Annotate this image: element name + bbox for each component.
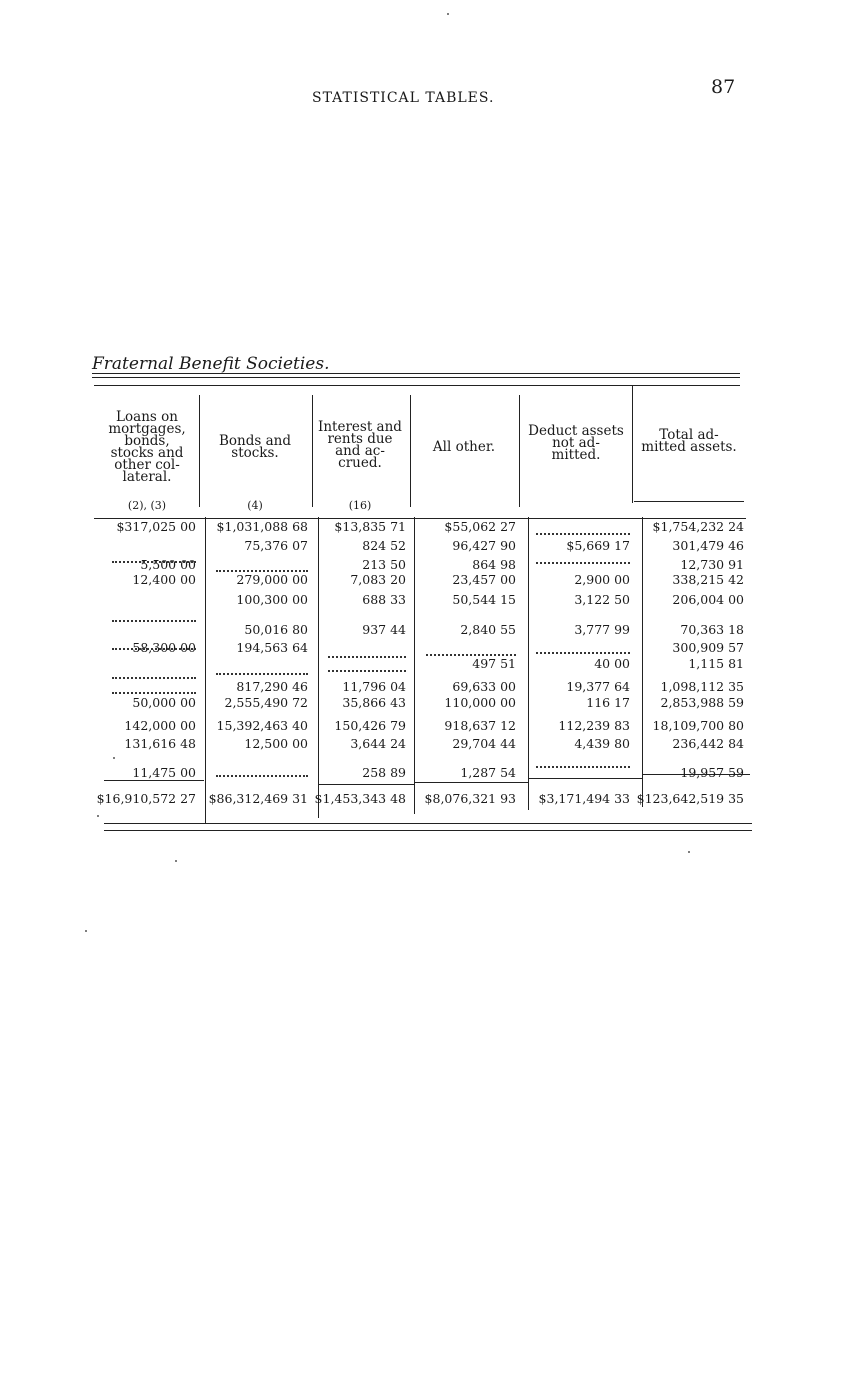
total-cell: $123,642,519 35 <box>636 791 744 806</box>
table-cell: 206,004 00 <box>672 592 744 607</box>
table-cell: 12,730 91 <box>680 557 744 572</box>
column-header <box>519 425 633 461</box>
table-cell: $55,062 27 <box>444 519 516 534</box>
table-cell: 112,239 83 <box>558 718 630 733</box>
column-header-line: Total ad- <box>659 427 719 443</box>
table-cell: 58,300 00 <box>132 640 196 655</box>
page-speck <box>113 757 115 759</box>
leader-dots <box>536 766 630 768</box>
leader-dots <box>536 533 630 535</box>
table-cell: 279,000 00 <box>236 572 308 587</box>
leader-dots <box>426 654 516 656</box>
column-header <box>95 411 199 483</box>
column-header-line: other col- <box>114 457 180 473</box>
table-cell: 50,016 80 <box>244 622 308 637</box>
table-cell: 3,644 24 <box>350 736 406 751</box>
table-cell: 29,704 44 <box>452 736 516 751</box>
column-header-line: Loans on <box>116 409 178 425</box>
total-cell: $3,171,494 33 <box>538 791 630 806</box>
table-cell: 338,215 42 <box>672 572 744 587</box>
table-cell: 12,400 00 <box>132 572 196 587</box>
column-header-line: mitted assets. <box>641 439 737 455</box>
column-header-line: stocks and <box>110 445 184 461</box>
table-cell: 40 00 <box>594 656 630 671</box>
leader-dots <box>328 670 406 672</box>
table-cell: 824 52 <box>362 538 406 553</box>
table-cell: 3,122 50 <box>574 592 630 607</box>
table-cell: 69,633 00 <box>452 679 516 694</box>
table-cell: 12,500 00 <box>244 736 308 751</box>
leader-dots <box>112 692 196 694</box>
table-rule <box>92 373 740 374</box>
table-rule <box>104 830 752 831</box>
leader-dots <box>536 562 630 564</box>
leader-dots <box>536 652 630 654</box>
table-cell: 100,300 00 <box>236 592 308 607</box>
column-divider <box>205 517 206 823</box>
table-cell: 236,442 84 <box>672 736 744 751</box>
column-divider <box>642 517 643 807</box>
column-header-line: bonds, <box>124 433 170 449</box>
table-cell: 258 89 <box>362 765 406 780</box>
leader-dots <box>216 775 308 777</box>
table-cell: $1,031,088 68 <box>216 519 308 534</box>
table-rule <box>104 823 752 824</box>
column-header-line: mitted. <box>551 447 601 463</box>
column-header <box>311 421 409 469</box>
column-header-line: Deduct assets <box>528 423 624 439</box>
column-number: (16) <box>348 499 372 512</box>
table-cell: 300,909 57 <box>672 640 744 655</box>
table-cell: 18,109,700 80 <box>652 718 744 733</box>
column-header-line: mortgages, <box>108 421 186 437</box>
page-speck <box>688 851 690 853</box>
table-cell: 817,290 46 <box>236 679 308 694</box>
column-number: (4) <box>247 499 263 512</box>
column-header-line: All other. <box>432 439 496 455</box>
table-cell: 15,392,463 40 <box>216 718 308 733</box>
table-cell: 110,000 00 <box>444 695 516 710</box>
table-cell: 2,555,490 72 <box>224 695 308 710</box>
table-cell: $1,754,232 24 <box>652 519 744 534</box>
column-header <box>409 441 519 453</box>
total-cell: $1,453,343 48 <box>314 791 406 806</box>
column-header-line: lateral. <box>122 469 172 485</box>
page-speck <box>447 13 449 15</box>
table-cell: 301,479 46 <box>672 538 744 553</box>
table-cell: 19,377 64 <box>566 679 630 694</box>
column-divider <box>318 517 319 818</box>
column-header-line: Interest and <box>318 419 402 435</box>
page-number: 87 <box>711 76 736 98</box>
table-cell: 1,098,112 35 <box>660 679 744 694</box>
table-rule <box>414 782 528 783</box>
table-cell: 19,957 59 <box>680 765 744 780</box>
column-number: (2), (3) <box>127 499 167 512</box>
table-cell: 213 50 <box>362 557 406 572</box>
table-rule <box>634 501 744 502</box>
page-speck <box>175 860 177 862</box>
total-cell: $86,312,469 31 <box>208 791 308 806</box>
leader-dots <box>112 648 196 650</box>
column-header-line: and ac- <box>335 443 385 459</box>
column-divider <box>528 517 529 810</box>
table-rule <box>92 377 740 378</box>
leader-dots <box>216 673 308 675</box>
section-title: Fraternal Benefit Societies. <box>92 354 330 374</box>
table-cell: 1,287 54 <box>460 765 516 780</box>
table-cell: $13,835 71 <box>334 519 406 534</box>
table-cell: 150,426 79 <box>334 718 406 733</box>
table-rule <box>104 780 204 781</box>
column-header <box>199 435 311 459</box>
table-cell: 35,866 43 <box>342 695 406 710</box>
table-cell: 194,563 64 <box>236 640 308 655</box>
column-header <box>631 429 747 453</box>
column-header-line: not ad- <box>552 435 600 451</box>
table-cell: 75,376 07 <box>244 538 308 553</box>
running-head: STATISTICAL TABLES. <box>312 90 495 106</box>
leader-dots <box>328 656 406 658</box>
table-cell: 4,439 80 <box>574 736 630 751</box>
table-cell: 918,637 12 <box>444 718 516 733</box>
total-cell: $16,910,572 27 <box>96 791 196 806</box>
table-cell: 96,427 90 <box>452 538 516 553</box>
column-divider <box>414 517 415 814</box>
table-cell: $317,025 00 <box>116 519 196 534</box>
table-rule <box>318 784 414 785</box>
column-header-line: stocks. <box>231 445 279 461</box>
table-cell: 50,544 15 <box>452 592 516 607</box>
table-cell: 2,840 55 <box>460 622 516 637</box>
table-cell: 497 51 <box>472 656 516 671</box>
leader-dots <box>112 677 196 679</box>
page-speck <box>85 930 87 932</box>
table-cell: 3,777 99 <box>574 622 630 637</box>
table-cell: 2,853,988 59 <box>660 695 744 710</box>
table-rule <box>94 385 740 386</box>
table-cell: 2,900 00 <box>574 572 630 587</box>
table-cell: $5,669 17 <box>566 538 630 553</box>
page-speck <box>97 815 99 817</box>
table-cell: 937 44 <box>362 622 406 637</box>
table-cell: 688 33 <box>362 592 406 607</box>
leader-dots <box>216 570 308 572</box>
table-cell: 70,363 18 <box>680 622 744 637</box>
table-cell: 7,083 20 <box>350 572 406 587</box>
table-cell: 5,500 00 <box>140 557 196 572</box>
table-cell: 142,000 00 <box>124 718 196 733</box>
column-header-line: crued. <box>338 455 382 471</box>
table-cell: 864 98 <box>472 557 516 572</box>
table-cell: 131,616 48 <box>124 736 196 751</box>
column-header-line: Bonds and <box>219 433 291 449</box>
total-cell: $8,076,321 93 <box>424 791 516 806</box>
table-cell: 50,000 00 <box>132 695 196 710</box>
table-cell: 11,475 00 <box>132 765 196 780</box>
column-header-line: rents due <box>327 431 393 447</box>
leader-dots <box>112 561 196 563</box>
leader-dots <box>112 620 196 622</box>
table-rule <box>528 778 642 779</box>
table-cell: 23,457 00 <box>452 572 516 587</box>
table-cell: 11,796 04 <box>342 679 406 694</box>
table-cell: 116 17 <box>586 695 630 710</box>
table-cell: 1,115 81 <box>688 656 744 671</box>
